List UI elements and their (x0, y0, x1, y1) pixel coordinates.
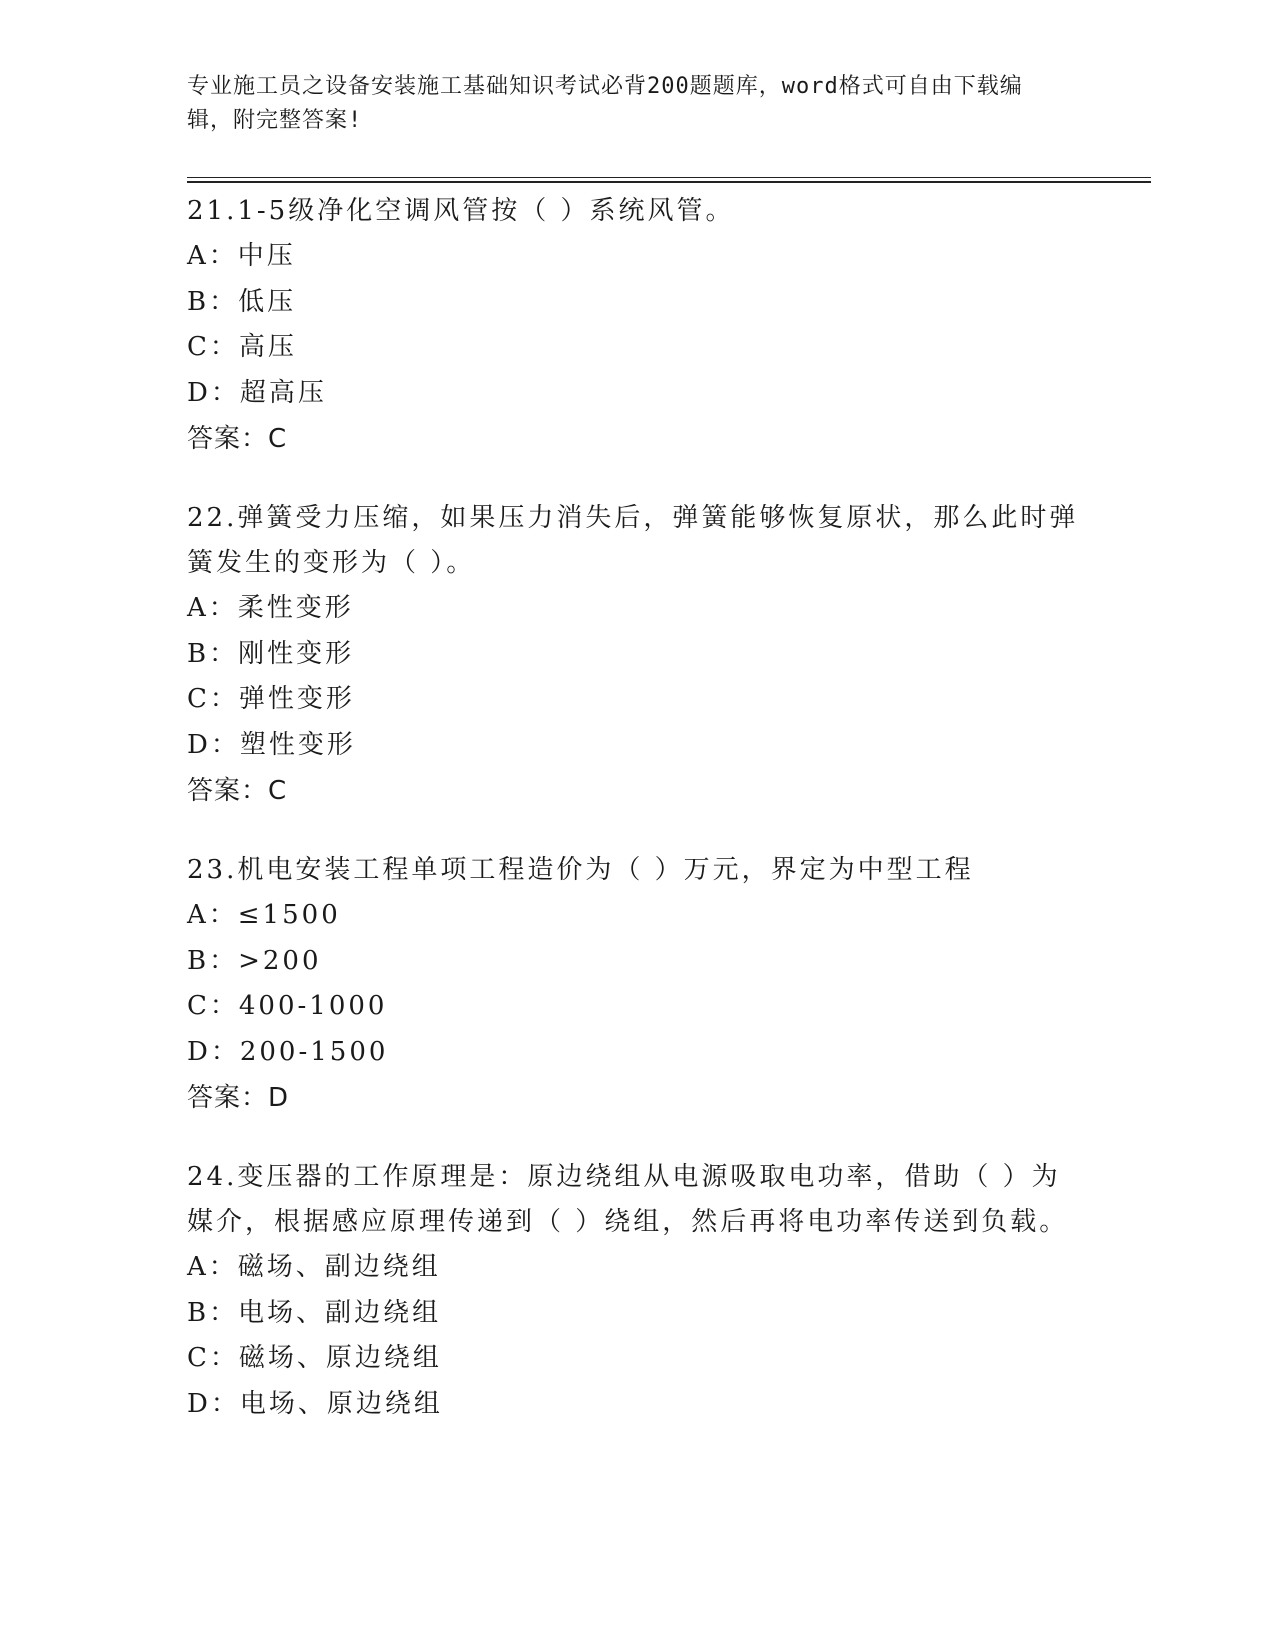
answer-line: 答案：D (187, 1083, 290, 1113)
question-list (187, 189, 1087, 1461)
answer-line: 答案：C (187, 776, 288, 806)
option-d: D：电场、原边绕组 (187, 1388, 443, 1419)
option-c: C：400-1000 (187, 991, 388, 1021)
question-stem: 21.1-5级净化空调风管按（ ）系统风管。 (187, 196, 735, 226)
option-a: A：中压 (187, 241, 296, 271)
option-b: B：低压 (187, 286, 297, 317)
question-stem: 22.弹簧受力压缩，如果压力消失后，弹簧能够恢复原状，那么此时弹簧发生的变形为（ ）。 (187, 503, 1079, 578)
question-21 (187, 189, 1087, 462)
answer-line: 答案：C (187, 424, 288, 454)
question-23 (187, 848, 1087, 1121)
option-a: A：磁场、副边绕组 (187, 1252, 441, 1282)
question-24 (187, 1155, 1087, 1427)
option-b: B：刚性变形 (187, 638, 355, 669)
option-c: C：高压 (187, 332, 297, 362)
header-divider-thick (187, 181, 1151, 183)
question-22 (187, 496, 1087, 814)
option-a: A：柔性变形 (187, 593, 354, 623)
option-b: B：>200 (187, 945, 322, 976)
option-c: C：磁场、原边绕组 (187, 1343, 442, 1373)
document-header: 专业施工员之设备安装施工基础知识考试必背200题题库，word格式可自由下载编辑，附完整答案! (187, 74, 1023, 133)
option-d: D：200-1500 (187, 1036, 389, 1067)
header-divider-thin (187, 177, 1151, 178)
option-d: D：超高压 (187, 377, 327, 408)
option-a: A：≤1500 (187, 900, 341, 930)
question-stem: 24.变压器的工作原理是：原边绕组从电源吸取电功率，借助（ ）为媒介，根据感应原理传递到（ ）绕组，然后再将电功率传送到负载。 (187, 1162, 1069, 1237)
option-d: D：塑性变形 (187, 729, 356, 760)
option-b: B：电场、副边绕组 (187, 1297, 442, 1328)
option-c: C：弹性变形 (187, 684, 355, 714)
question-stem: 23.机电安装工程单项工程造价为（ ）万元，界定为中型工程 (187, 855, 974, 885)
